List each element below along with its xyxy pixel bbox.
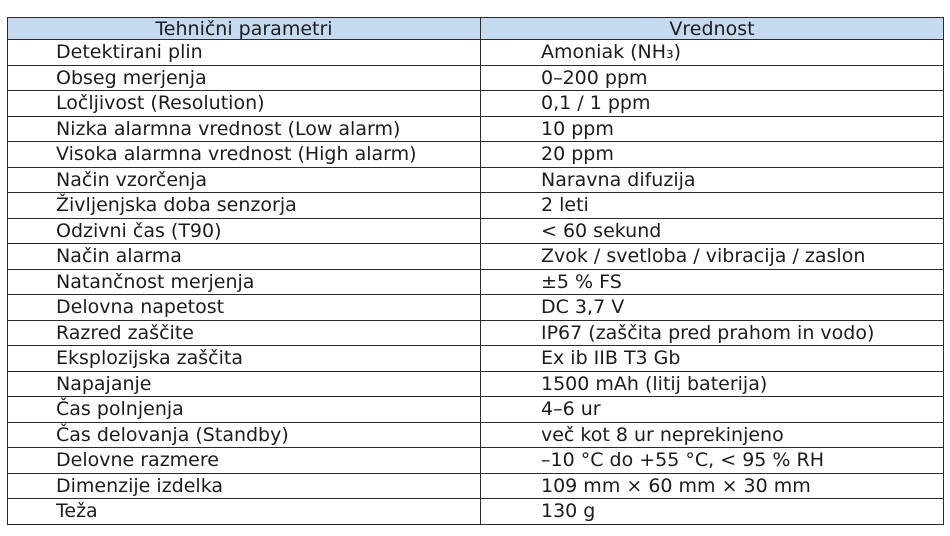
param-cell: Dimenzije izdelka: [8, 473, 481, 499]
table-row: [8, 295, 944, 321]
param-cell: Čas delovanja (Standby): [8, 422, 481, 448]
value-cell: Naravna difuzija: [481, 167, 944, 193]
table-row: [8, 244, 944, 270]
header-row: [8, 18, 944, 40]
value-cell: < 60 sekund: [481, 218, 944, 244]
table-row: [8, 473, 944, 499]
table-row: [8, 218, 944, 244]
value-cell: Ex ib IIB T3 Gb: [481, 346, 944, 372]
table-row: [8, 422, 944, 448]
table-row: [8, 142, 944, 168]
param-cell: Visoka alarmna vrednost (High alarm): [8, 142, 481, 168]
param-cell: Teža: [8, 499, 481, 525]
param-cell: Način alarma: [8, 244, 481, 270]
param-cell: Čas polnjenja: [8, 397, 481, 423]
table-row: [8, 167, 944, 193]
table-row: [8, 91, 944, 117]
value-cell: DC 3,7 V: [481, 295, 944, 321]
param-cell: Nizka alarmna vrednost (Low alarm): [8, 116, 481, 142]
value-cell: 1500 mAh (litij baterija): [481, 371, 944, 397]
table-row: [8, 65, 944, 91]
table-row: [8, 40, 944, 66]
table-row: [8, 346, 944, 372]
spec-table: [7, 17, 944, 525]
param-cell: Odzivni čas (T90): [8, 218, 481, 244]
param-cell: Delovna napetost: [8, 295, 481, 321]
value-cell: 20 ppm: [481, 142, 944, 168]
value-cell: 0–200 ppm: [481, 65, 944, 91]
table-header: [8, 18, 944, 40]
value-cell: Zvok / svetloba / vibracija / zaslon: [481, 244, 944, 270]
value-cell: ±5 % FS: [481, 269, 944, 295]
table-row: [8, 499, 944, 525]
table-row: [8, 269, 944, 295]
value-cell: Amoniak (NH₃): [481, 40, 944, 66]
value-cell: 2 leti: [481, 193, 944, 219]
value-cell: –10 °C do +55 °C, < 95 % RH: [481, 448, 944, 474]
param-cell: Razred zaščite: [8, 320, 481, 346]
table-row: [8, 397, 944, 423]
param-cell: Natančnost merjenja: [8, 269, 481, 295]
value-cell: 130 g: [481, 499, 944, 525]
table-row: [8, 193, 944, 219]
table-row: [8, 320, 944, 346]
param-cell: Delovne razmere: [8, 448, 481, 474]
param-cell: Način vzorčenja: [8, 167, 481, 193]
value-cell: 109 mm × 60 mm × 30 mm: [481, 473, 944, 499]
param-cell: Eksplozijska zaščita: [8, 346, 481, 372]
value-cell: 4–6 ur: [481, 397, 944, 423]
param-cell: Ločljivost (Resolution): [8, 91, 481, 117]
value-cell: 10 ppm: [481, 116, 944, 142]
header-value: Vrednost: [481, 18, 944, 40]
param-cell: Detektirani plin: [8, 40, 481, 66]
header-param: Tehnični parametri: [8, 18, 481, 40]
table-row: [8, 116, 944, 142]
table-body: [8, 40, 944, 525]
table-row: [8, 448, 944, 474]
table-row: [8, 371, 944, 397]
value-cell: več kot 8 ur neprekinjeno: [481, 422, 944, 448]
value-cell: 0,1 / 1 ppm: [481, 91, 944, 117]
param-cell: Napajanje: [8, 371, 481, 397]
param-cell: Življenjska doba senzorja: [8, 193, 481, 219]
value-cell: IP67 (zaščita pred prahom in vodo): [481, 320, 944, 346]
param-cell: Obseg merjenja: [8, 65, 481, 91]
